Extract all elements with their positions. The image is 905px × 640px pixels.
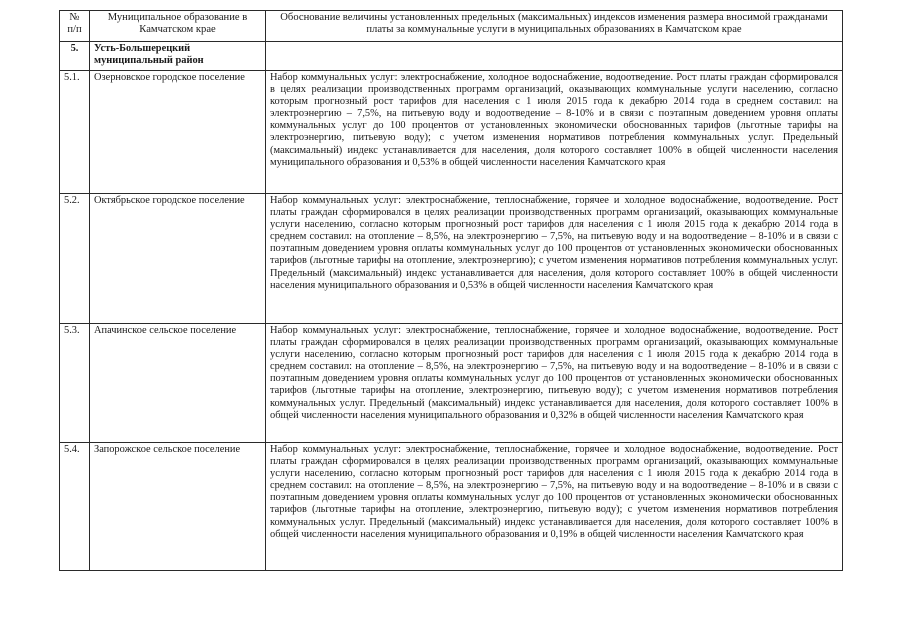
tariff-index-table	[59, 10, 843, 571]
row-number: 5.3.	[60, 324, 90, 443]
header-municipality: Муниципальное образование в Камчатском крае	[90, 11, 266, 42]
row-justification: Набор коммунальных услуг: электроснабжение, холодное водоснабжение, водоотведение. Рост платы граждан сформировался в целях реализации производственных программ организаций, оказывающих коммунальные услуги населению, согласно которым прогнозный рост тарифов для населения с 1 июля 2015 года к декабрю 2014 года в среднем составил: на электроэнергию – 7,5%, на питьевую воду и водоотведение – 8-10% и в связи с поэтапным доведением уровня оплаты коммунальных услуг до 100 процентов от установленных экономически обоснованных тарифов (льготные тарифы на электроэнергию, питьевую воду); с учетом изменения нормативов потребления коммунальных услуг. Предельный (максимальный) индекс устанавливается для населения, доля которого составляет 100% в общей численности населения муниципального образования и 0,53% в общей численности населения Камчатского края	[266, 71, 843, 194]
section-name: Усть-Большерецкий муниципальный район	[90, 42, 266, 71]
row-number: 5.1.	[60, 71, 90, 194]
section-row	[60, 42, 843, 71]
row-justification: Набор коммунальных услуг: электроснабжение, теплоснабжение, горячее и холодное водоснабжение, водоотведение. Рост платы граждан сформировался в целях реализации производственных программ организаций, оказывающих коммунальные услуги населению, согласно которым прогнозный рост тарифов для населения с 1 июля 2015 года к декабрю 2014 года в среднем составил: на отопление – 8,5%, на электроэнергию – 7,5%, на питьевую воду и на водоотведение – 8-10% и в связи с поэтапным доведением уровня оплаты коммунальных услуг до 100 процентов от установленных экономически обоснованных тарифов (льготные тарифы на отопление, электроэнергию); с учетом изменения нормативов потребления коммунальных услуг. Предельный (максимальный) индекс устанавливается для населения, доля которого составляет 100% в общей численности населения муниципального образования и 0,53% в общей численности населения Камчатского края	[266, 194, 843, 324]
section-empty-cell	[266, 42, 843, 71]
table-row	[60, 71, 843, 194]
table-row	[60, 194, 843, 324]
table-header-row	[60, 11, 843, 42]
row-number: 5.2.	[60, 194, 90, 324]
header-justification: Обоснование величины установленных предельных (максимальных) индексов изменения размера вносимой гражданами платы за коммунальные услуги в муниципальных образованиях в Камчатском крае	[266, 11, 843, 42]
row-justification: Набор коммунальных услуг: электроснабжение, теплоснабжение, горячее и холодное водоснабжение, водоотведение. Рост платы граждан сформировался в целях реализации производственных программ организаций, оказывающих коммунальные услуги населению, согласно которым прогнозный рост тарифов для населения с 1 июля 2015 года к декабрю 2014 года в среднем составил: на отопление – 8,5%, на электроэнергию – 7,5%, на питьевую воду и на водоотведение – 8-10% и в связи с поэтапным доведением уровня оплаты коммунальных услуг до 100 процентов от установленных экономически обоснованных тарифов (льготные тарифы на отопление, электроэнергию, питьевую воду); с учетом изменения нормативов потребления коммунальных услуг. Предельный (максимальный) индекс устанавливается для населения, доля которого составляет 100% в общей численности населения муниципального образования и 0,19% в общей численности населения Камчатского края	[266, 443, 843, 571]
section-number: 5.	[60, 42, 90, 71]
table-row	[60, 324, 843, 443]
row-municipality: Озерновское городское поселение	[90, 71, 266, 194]
row-justification: Набор коммунальных услуг: электроснабжение, теплоснабжение, горячее и холодное водоснабжение, водоотведение. Рост платы граждан сформировался в целях реализации производственных программ организаций, оказывающих коммунальные услуги населению, согласно которым прогнозный рост тарифов для населения с 1 июля 2015 года к декабрю 2014 года в среднем составил: на отопление – 8,5%, на электроэнергию – 7,5%, на питьевую воду и на водоотведение – 8-10% и в связи с поэтапным доведением уровня оплаты коммунальных услуг до 100 процентов от установленных экономически обоснованных тарифов (льготные тарифы на отопление, электроэнергию, питьевую воду); с учетом изменения нормативов потребления коммунальных услуг. Предельный (максимальный) индекс устанавливается для населения, доля которого составляет 100% в общей численности населения муниципального образования и 0,32% в общей численности населения Камчатского края	[266, 324, 843, 443]
row-municipality: Запорожское сельское поселение	[90, 443, 266, 571]
table-row	[60, 443, 843, 571]
row-number: 5.4.	[60, 443, 90, 571]
header-number: № п/п	[60, 11, 90, 42]
row-municipality: Октябрьское городское поселение	[90, 194, 266, 324]
row-municipality: Апачинское сельское поселение	[90, 324, 266, 443]
